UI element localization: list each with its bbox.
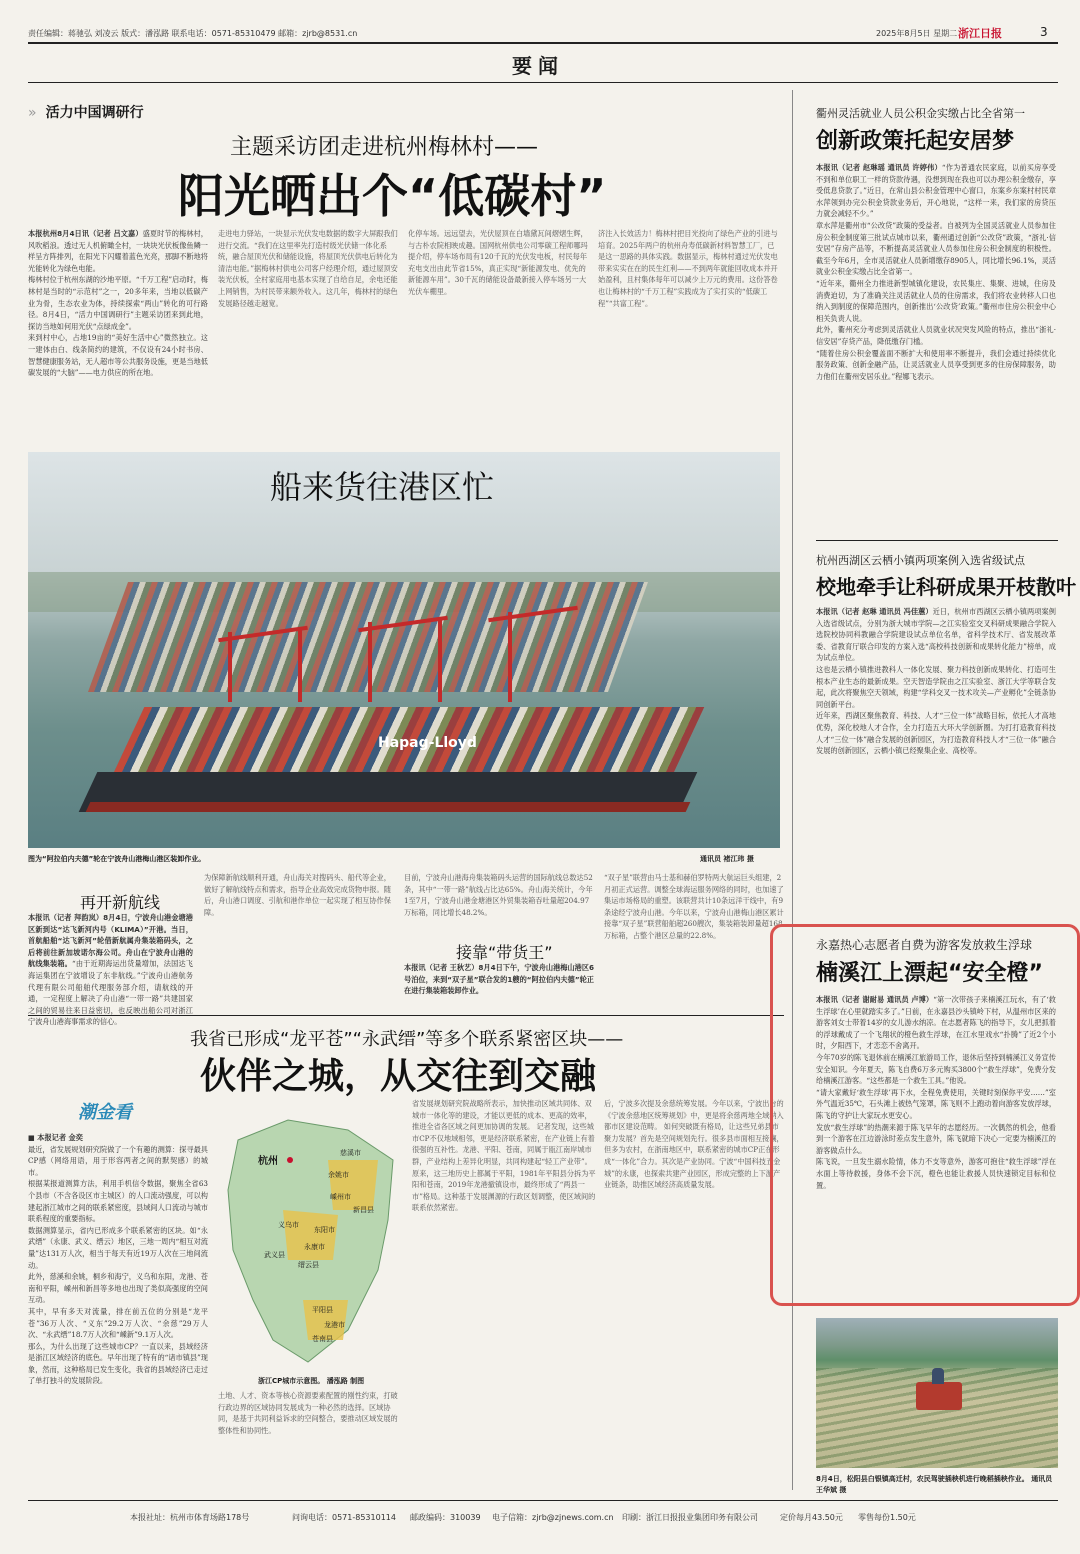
map-label-yuyao: 余姚市 [328,1171,349,1179]
partner-body-col3: 省发展规划研究院战略所表示，加快推动区域共同体、双城市一体化等的建设，才能以更低的成本、更高的效率，推进全省各区域之间更加协调的发展。 记者发现，这些城市CP不仅地域相邻，更是经济联系紧密，在产业链上有着很强的互补性。龙港、平阳、苍南，同属于瓯江南岸城市群，产业结构上差异化明显，共同构建起“轻工产业带”。原来，这三地历史上都属于平阳，1981年平阳县分拆为平阳和苍南，2019年龙港撤镇设市，最终形成了“两县一市”格局。这种基于发展渊源的行政区划调整，使区域间的联系依然紧密。 [412,1099,596,1213]
map-label-hangzhou: 杭州 [258,1156,278,1167]
map-label-cangnan: 苍南县 [312,1335,333,1343]
shipping-body-col1 [28,912,193,1027]
map-label-wuyi: 武义县 [264,1251,285,1259]
ship-waterline [86,802,691,812]
footer-phone: 问询电话：0571-85310114 [292,1513,396,1522]
qz-body [816,162,1056,530]
crane-3 [368,622,372,702]
partner-col2: 省发展规划研究院战略所表示，加快推动区域共同体、双城市一体化等的建设，才能以更低的成本、更高的效率，推进全省各区域之间更加协调的发展。 [412,1099,592,1132]
photo1-title: 船来货往港区忙 [270,468,495,506]
harbor-body-col2 [604,872,784,1012]
partner-text: 最近，省发展规划研究院做了一个有趣的测算：探寻最具CP感（网络用语，用于形容两者之间的默契感）的城市。 [28,1144,208,1177]
nx-kicker: 永嘉热心志愿者自费为游客发放救生浮球 [816,938,1033,952]
hz-kicker: 杭州西湖区云栖小镇两项案例入选省级试点 [816,554,1025,567]
partner-column-logo: 潮金看 [78,1102,132,1123]
harbor-title: 接靠“带货王” [456,943,553,962]
shipping-text3: 目前，宁波舟山港海舟集装箱码头运营的国际航线总数达52条，其中“一带一路”航线占比达65%。舟山海关统计，今年1至7月，宁波舟山港金塘港区外贸集装箱吞吐量超204.97万标箱，同比增长48.2%。 [404,873,593,917]
shipping-body-col2 [204,872,394,1012]
photo2-caption: 8月4日，松阳县白银镇高迁村，农民驾驶插秧机进行晚稻插秧作业。 [816,1475,1029,1483]
crane-2 [298,627,302,702]
crane-4 [438,617,442,702]
partner-text4: 此外，慈溪和余姚，桐乡和海宁，义乌和东阳，龙港、苍南和平阳，嵊州和新昌等多地也出现了类似高强度的空间互动。 [28,1272,208,1305]
photo1-credit: 通讯员 褚江玮 摄 [700,855,754,863]
hz-text2: 这也是云栖小镇推进教科人一体化发展、聚力科技创新成果转化、打造可生根本产业生态的最新成果。空天智造学院由之江实验室、浙江大学等联合发起，此次将聚焦空天领域，构建“学科交叉一技术攻关—产业孵化”全链条协同创新平台。 [816,664,1056,709]
page-number: 3 [1040,25,1048,39]
nx-text5: 陈飞说，一旦发生溺水险情，体力不支等意外，游客可抱住“救生浮球”浮在水面上等待救援，身体不会下沉，橙色也能让救援人员快速锁定目标和位置。 [816,1157,1056,1190]
editor-info: 责任编辑：蒋驰弘 刘凌云 版式：潘泓路 联系电话：0571-85310479 邮箱：zjrb@8531.cn [28,29,358,38]
map-label-yiwu: 义乌市 [278,1221,299,1229]
footer-address: 本报社址：杭州市体育场路178号 [130,1513,250,1522]
partner-byline: ■ 本报记者 金奕 [28,1133,83,1142]
partner-title: 伙伴之城，从交往到交融 [200,1056,597,1097]
shipping-title: 再开新航线 [80,893,161,912]
lead-para2: 梅林村位于杭州东湖的沙地平原。“千万工程”启动时，梅林村是当时的“示范村”之一，20多年来，当地以低碳产业为骨，生态农业为体，持续探索“两山”转化的可行路径。8月4日，“活力中国调研行”主题采访团来到此地，探访当地如何用光伏“点绿成金”。 [28,275,208,331]
footer-printer: 印刷：浙江日报报业集团印务有限公司 [622,1513,758,1522]
shipping-byline: 本报讯（记者 拜韵岚）8月4日，宁波舟山港金塘港区新到达“达飞新河内号（KLIMA）”开港。当日，首航船舶“达飞新河”轮借新航属舟集装箱码头，之后将前往新加坡诺尔海公司。舟山在宁波舟山港的航线集装箱。 [28,913,193,969]
qz-text5: “随着住房公积金覆盖面不断扩大和使用率不断提升，我们会通过持续优化服务政策、创新金融产品，让灵活就业人员享受到更多的住房保障服务，助力他们在衢州安居乐业。”程娜飞表示。 [816,348,1056,381]
nx-byline: 本报讯（记者 谢耐易 通讯员 卢博） [816,995,934,1004]
hz-text3: 近年来，西湖区聚焦教育、科技、人才“三位一体”战略目标，依托人才高地优势，深化校地人才合作，全力打造五大环大学创新圈。为打打造教育科技人才“三位一体”融合发展的创新园区，为打造教育科技人才“三位一体”融合发展的创新园区，云栖小镇已经聚集企业、高校等。 [816,711,1056,756]
footer-price: 定价每月43.50元 [780,1513,843,1522]
qz-title: 创新政策托起安居梦 [816,129,1015,154]
lead-title: 阳光晒出个“低碳村” [178,169,607,223]
footer-retail: 零售每份1.50元 [858,1513,916,1522]
map-marker-hangzhou [287,1157,293,1163]
shipping-text: “由于近期海运出货量增加，法国达飞海运集团在宁波增设了东非航线。”宁波舟山港航务代理有限公司船舶代理服务部介绍，请航线的开通，一定程度上解决了舟山港“一带一路”共建国家之间的贸易往来日益密切，也反映出船公司对浙江宁波舟山港海事需求的信心。 [28,959,193,1027]
photo2-caption-block [816,1474,1058,1496]
qz-kicker: 衢州灵活就业人员公积金实缴占比全省第一 [816,107,1025,120]
lead-body-col1 [28,228,208,428]
nx-body [816,994,1056,1290]
footer-zip: 邮政编码：310039 [410,1513,481,1522]
harbor-text2: 今年以来，宁波舟山港梅山港区累计接靠“双子星”联营船舶超260艘次，集装箱装卸量超168万标箱，占整个港区总量的22.8%。 [604,907,784,940]
port-photo [28,452,780,848]
zhejiang-cp-map [218,1100,404,1372]
map-label-xinchang: 新昌县 [353,1206,374,1214]
partner-text3: 数据测算显示，省内已形成多个联系紧密的区块。如“永武缙”（永康、武义、缙云）地区，三地一周内“相互对流量”达131万人次，相当于每天有近19万人次在三地间流动。 [28,1225,208,1270]
paper-logo: 浙江日报 [958,27,1002,40]
map-cluster-yiwu [283,1210,338,1260]
hz-byline: 本报讯（记者 赵琳 通讯员 冯佳蕙） [816,607,933,616]
nx-text: “第一次带孩子来楠溪江玩水，有了‘救生浮球’在心里就踏实多了。”日前，在永嘉县沙头镇岭下村，从温州市区来的游客刘女士带着14岁的女儿游水纳凉。在志愿者陈飞的指导下，女儿把抓着的浮球戴成了一个飞翔状的橙色救生浮球，在江水里戏水“扑腾”了近2个小时，夕阳西下，才恋恋不舍离开。 [816,995,1056,1051]
column-label: 活力中国调研行 [45,105,144,121]
map-cluster-cixi [328,1160,378,1210]
nx-text4: 发放“救生浮球”的热潮来源于陈飞早年的志愿经历。一次偶然的机会，他看到一个游客在江边游泳时差点发生意外，陈飞就暗下决心一定要为楠溪江的游客做点什么。 [816,1122,1056,1155]
map-label-cixi: 慈溪市 [340,1149,361,1157]
ship-brand: Hapag-Lloyd [378,735,477,751]
crane-1 [228,632,232,702]
qz-text: “作为普通农民家庭，以前买房享受不到和单位职工一样的贷款待遇，没想到现在我也可以办理公积金缴存，享受低息贷款了。”近日，在常山县公积金管理中心窗口，东案乡东案村村民章水萍领到办完公积金贷款业务后，开心地说，“这样一来，我们家的房贷压力就会减轻不少。” [816,163,1056,219]
qz-text3: “近年来，衢州全力推进新型城镇化建设，农民集庄、集聚、进城，住房及消费迫切，为了准确关注灵活就业人员的住房需求，我们将农业转移人口也纳入到制度的保障范围内，创新推出‘公改贷’政策。”衢州市住房公积金中心相关负责人说。 [816,278,1056,323]
nx-title: 楠溪江上漂起“安全橙” [816,961,1043,986]
hz-title: 校地牵手让科研成果开枝散叶 [816,575,1076,599]
map-label-dongyang: 东阳市 [314,1226,335,1234]
issue-date: 2025年8月5日 星期二 [876,29,958,38]
photo2-credit: 通讯员 王华斌 摄 [816,1475,1053,1494]
map-label-pingyang: 平阳县 [312,1306,333,1314]
lead-para1: 盛夏时节的梅林村，风吹稻浪。透过无人机俯瞰全村，一块块光伏板像鱼鳞一样呈方阵排列，在阳光下闪耀着蓝色光亮，那脚不断地将光能转化为绿色电能。 [28,229,208,273]
partner-subtitle: 我省已形成“龙平苍”“永武缙”等多个联系紧密区块—— [190,1029,624,1050]
partner-text5: 其中，早有多天对流量，排在前五位的分别是“龙平苍”36万人次、“义东”29.2万人次、“余慈”29万人次、“永武缙”18.7万人次和“嵊新”9.1万人次。 [28,1306,208,1340]
harbor-byline: 本报讯（记者 王秋艺）8月4日下午，宁波舟山港梅山港区6号泊位，来到“双子星”联合发的1艘的“阿拉伯内夫德”轮正在进行集装箱装卸作业。 [404,963,595,996]
farmer-figure [932,1368,944,1384]
hz-body [816,606,1056,916]
map-svg [218,1100,404,1372]
partner-body-col1 [28,1132,208,1487]
lead-body-col4: 济注入长效活力！梅林村把目光投向了绿色产业的引进与培育。2025年两户的杭州舟寿低碳新材料智慧工厂，已是这一思路的具体实践。数据显示，梅林村通过光伏发电带来实实在在的民生红利——不到两年就能回收成本并开始盈利，且村集体每年可以减少上万元的费用。这份答卷也让梅林村的“千万工程”实践成为了实打实的“低碳工程”“共富工程”。 [598,229,778,308]
lead-subtitle: 主题采访团走进杭州梅林村—— [230,135,539,160]
lead-body-col3: 化停车场。远远望去，光伏屋顶在白墙黛瓦间熠熠生辉，与古朴农院相映成趣。国网杭州供电公司零碳工程师哪玛提介绍，停车场布局有120千瓦的光伏发电板，村民每年充电支出由此节省15%，真正实现“新能源发电、优先的新能源车用”。30千瓦的储能设备最新接入停车场另一大光伏车棚里。 [408,229,588,296]
map-label-longgang: 龙港市 [324,1321,345,1329]
partner-text6: 那么，为什么出现了这些城市CP？一直以来，县域经济是浙江区域经济的底色。早年出现了特有的“诸市镇县”现象，然而，这种格局已发生变化，我省的县域经济已走过了单打独斗的发展阶段。 [28,1341,208,1386]
chevron-right-icon: » [28,105,37,121]
qz-text4: 此外，衢州充分考虑到灵活就业人员就业状况突发风险的特点，推出“浙礼·信安居”存贷产品，降低缴存门槛。 [816,325,1056,346]
partner-text2: 根据某报道测算方法，利用手机信令数据，聚焦全省63个县市（不含各设区市主城区）的人口流动强度，可以构建起浙江城市之间的联系紧密度，县域间人口流动与城市联系程度的重要指标。 [28,1179,208,1224]
map-label-yongkang: 永康市 [304,1243,325,1251]
lead-para3: 来到村中心，占地19亩的“美好生活中心”微然独立。这一建体由白、线条简约的建筑，不仅设有24小时书房、智慧健康服务站，无人超市等公共服务设施，更是当地低碳发展的“大脑”——电力供应的所在地。 [28,333,208,378]
rice-photo [816,1318,1058,1468]
crane-5 [508,612,512,702]
qz-text2: 章水萍是衢州市“公改贷”政策的受益者。自被列为全国灵活就业人员参加住房公积金制度第三批试点城市以来，衢州通过创新“公改贷”政策，“浙礼·信安居”存房产品等，不断提高灵活就业人员参加住房公积金制度的积极性。截至今年6月，全市灵活就业人员新增缴存8905人，同比增长96.1%，灵活就业公积金实缴占比全省第一。 [816,220,1056,277]
nx-text3: “请大家戴好‘救生浮球’再下水，全程免费使用，关键时刻保你平安……”室外气温近35℃，石头滩上被热气笼罩，陈飞则不上跑动着向游客发放浮球，陈飞的守护让大家玩水更安心。 [816,1087,1057,1120]
hz-text: 近日，杭州市西湖区云栖小镇两项案例入选省级试点，分别为浙大城市学院—之江实验室交叉科研成果融合学院入选院校协同科教融合学院建设试点单位名单，省科学技术厅、省发展改革委、省教育厅联合印发的方案入选“高校科技创新和成果转化能力”榜单，成为试点单位。 [816,607,1056,663]
map-label-shengzhou: 嵊州市 [330,1193,351,1201]
harbor-body-col1 [404,962,594,1012]
column-label-block [28,102,144,122]
lead-byline: 本报杭州8月4日讯（记者 吕文嘉） [28,229,143,238]
partner-col3: 后，宁波多次提及余慈统筹发展。今年以来，宁波出台的《宁波余慈地区统筹规划》中，更是将余慈两地全域纳入都市区建设范畴。 [604,1099,784,1132]
shipping-text2: 为保障新航线顺利开通，舟山海关对搜码头、船代等企业，做好了解航线特点和需求，指导企业高效完成货物申报。随后，舟山港口调度、引航和港作单位一起实现了相互协作保障。 [204,873,391,917]
lead-body-col2: 走进电力驿站，一块显示光伏发电数据的数字大屏跟我们进行交流。“我们在这里率先打造村级光伏储一体化系统，融合屋顶光伏和储能设施，将屋顶光伏供电后转化为清洁电能。”据梅林村供电公司客户经理介绍，通过屋顶安装光伏板，全村家庭用电基本实现了自给自足，余电还能上网销售，为村民带来额外收入。这几年，梅林村的绿色发展路径越走越宽。 [218,229,398,308]
transplanter-machine [916,1382,962,1410]
photo1-caption: 图为“阿拉伯内夫德”轮在宁波舟山港梅山港区装卸作业。 [28,855,206,863]
section-title: 要闻 [512,54,564,78]
qz-byline: 本报讯（记者 赵琳瑶 通讯员 许婷伟） [816,163,942,172]
nx-text2: 今年70岁的陈飞退休前在楠溪江旅游局工作，退休后坚持到楠溪江义务宣传安全知识。今年夏天，陈飞自费6万多元购买3800个“救生浮球”，免费分发给楠溪江游客。“这些都是一个救生工具。”他说。 [816,1052,1056,1086]
footer-email: 电子信箱：zjrb@zjnews.com.cn [492,1513,614,1522]
map-label-jinyun: 缙云县 [298,1261,319,1269]
harbor-text: “双子星”联营由马士基和赫伯罗特两大航运巨头组建，2月初正式运营。调整全球海运服务网络的同时，也加速了集运市场格局的重塑。该联营共计10条远洋干线中，有9条途经宁波舟山港。 [604,873,784,917]
partner-body-col2b: 土地、人才、资本等核心资源要素配置的刚性约束，打破行政边界的区域协同发展成为一种必然的选择。区域协同，是基于共同利益诉求的空间整合，要推动区域发展的整体性和协同性。 [218,1391,398,1435]
shipping-body-col3 [404,872,594,934]
map-caption: 浙江CP城市示意图。 潘泓路 制图 [258,1377,365,1385]
partner-body-col4: 后，宁波多次提及余慈统筹发展。今年以来，宁波出台的《宁波余慈地区统筹规划》中，更是将余慈两地全域纳入都市区建设范畴。 如何突破既有格局，让这些兄弟县市聚力发展？首先是空间规划先行。很多县市面相互接壤，但多为农村，在浙南地区中，联系紧密的城市CP正在形成“一体化”合力。其次是产业协同。宁波“中国科技五金城”的永康，也探索共建产业园区，形成完整的上下游产业链条，助推区域经济高质量发展。 [604,1099,784,1190]
